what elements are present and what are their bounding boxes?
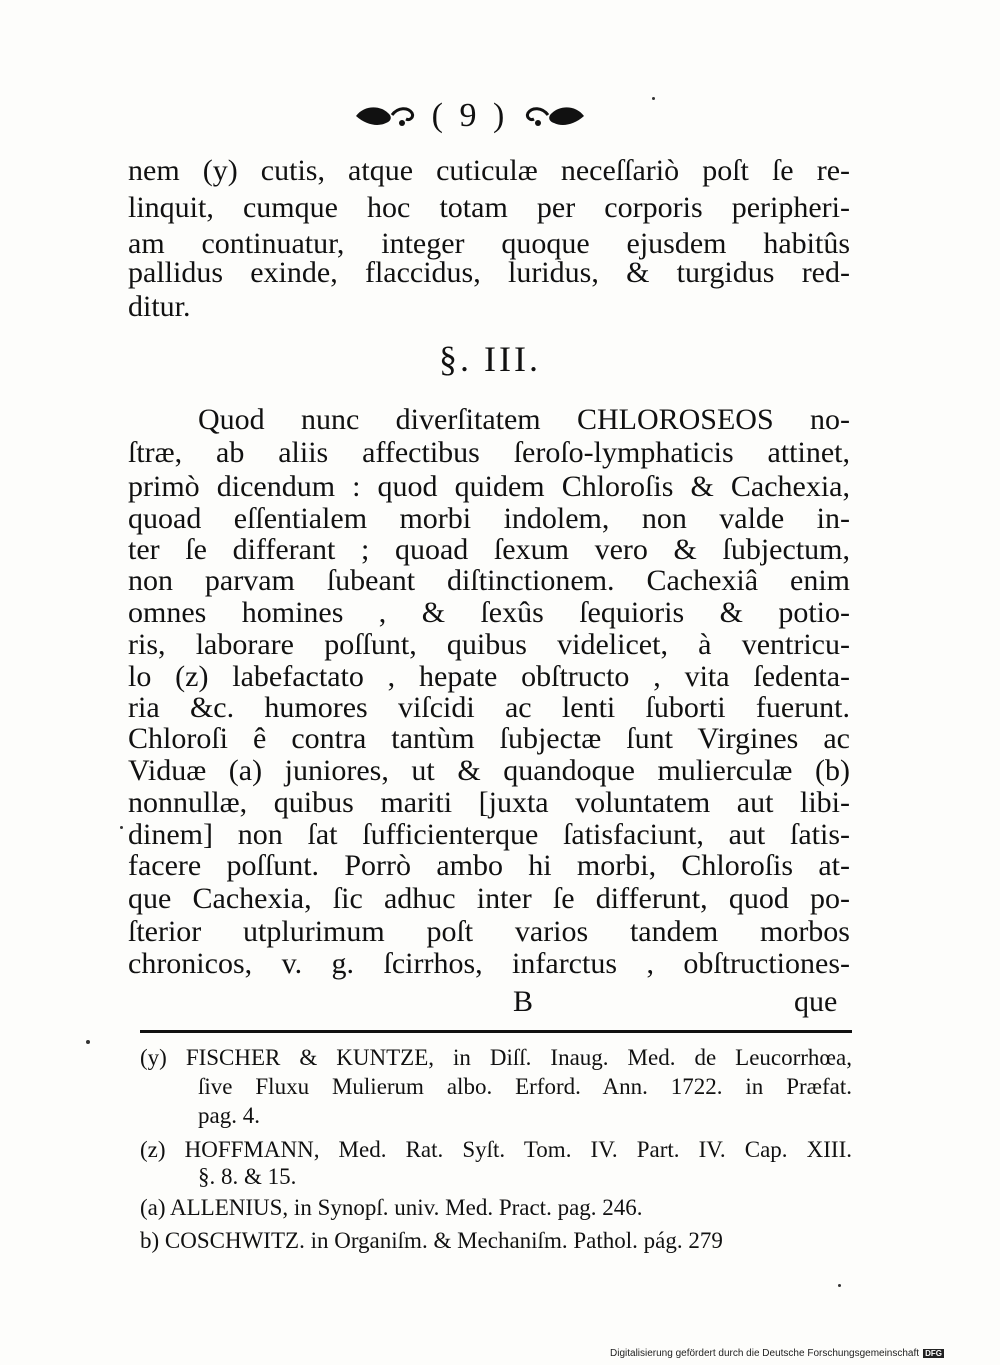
paragraph-line: primò dicendum : quod quidem Chloroſis & Cachexia, [128,470,850,503]
footnote-line: b) COSCHWITZ. in Organiſm. & Mechaniſm. Pathol. pág. 279 [140,1228,723,1253]
dfg-logo: DFG [925,1349,942,1358]
footnote-line: pag. 4. [198,1103,260,1128]
ink-speck [86,1040,90,1044]
paragraph-line: nonnullæ, quibus mariti [juxta voluntatem aut libi- [128,786,850,819]
ink-speck [838,1284,841,1287]
body-line: linquit, cumque hoc totam per corporis peripheri- [128,191,850,224]
paragraph-line: ſtræ, ab aliis affectibus ſeroſo-lymphaticis attinet, [128,436,850,469]
paragraph-line: ris, laborare poſſunt, quibus videlicet, à ventricu- [128,628,850,661]
paragraph-line: Viduæ (a) juniores, ut & quandoque mulierculæ (b) [128,754,850,787]
paragraph-line: Quod nunc diverſitatem CHLOROSEOS no- [198,403,850,436]
footnote-rule [140,1030,852,1033]
footnote-line: §. 8. & 15. [198,1164,297,1189]
page-number: ( 9 ) [431,97,509,134]
paragraph-line: chronicos, v. g. ſcirrhos, infarctus , obſtructiones- [128,947,850,980]
body-line: nem (y) cutis, atque cuticulæ neceſſariò poſt ſe re- [128,154,850,187]
body-line: pallidus exinde, flaccidus, luridus, & turgidus red- [128,256,850,289]
footnote-line: (y) FISCHER & KUNTZE, in Diſſ. Inaug. Med. de Leucorrhœa, [140,1045,852,1070]
digitization-credit [610,1348,944,1359]
footnote-line: ſive Fluxu Mulierum albo. Erford. Ann. 1722. in Præfat. [198,1074,852,1099]
paragraph-line: ria &c. humores viſcidi ac lenti ſuborti fuerunt. [128,691,850,724]
ink-speck [652,97,655,100]
footnote-line: (z) HOFFMANN, Med. Rat. Syſt. Tom. IV. Part. IV. Cap. XIII. [140,1137,852,1162]
left-ornament-icon [352,101,418,131]
body-line: ditur. [128,290,191,323]
page-header [330,92,610,140]
paragraph-line: Chloroſi ê contra tantùm ſubjectæ ſunt Virgines ac [128,722,850,755]
body-line: am continuatur, integer quoque ejusdem habitûs [128,227,850,260]
paragraph-line: non parvam ſubeant diſtinctionem. Cachexiâ enim [128,564,850,597]
credit-text: Digitalisierung gefördert durch die Deutsche Forschungsgemeinschaft [610,1348,920,1359]
paragraph-line: facere poſſunt. Porrò ambo hi morbi, Chloroſis at- [128,849,850,882]
paragraph-line: que Cachexia, ſic adhuc inter ſe differunt, quod po- [128,882,850,915]
catchword: que [794,985,838,1018]
right-ornament-icon [522,101,588,131]
section-heading: §. III. [439,339,541,379]
paragraph-line: ſterior utplurimum poſt varios tandem morbos [128,915,850,948]
paragraph-line: quoad eſſentialem morbi indolem, non valde in- [128,502,850,535]
ink-speck [120,826,123,829]
paragraph-line: omnes homines , & ſexûs ſequioris & potio- [128,596,850,629]
paragraph-line: ter ſe differant ; quoad ſexum vero & ſubjectum, [128,533,850,566]
signature-mark: B [513,985,534,1018]
paragraph-line: lo (z) labefactato , hepate obſtructo , vita ſedenta- [128,660,850,693]
footnote-line: (a) ALLENIUS, in Synopſ. univ. Med. Pract. pag. 246. [140,1195,643,1220]
paragraph-line: dinem] non ſat ſufficienterque ſatisfaciunt, aut ſatis- [128,818,850,851]
